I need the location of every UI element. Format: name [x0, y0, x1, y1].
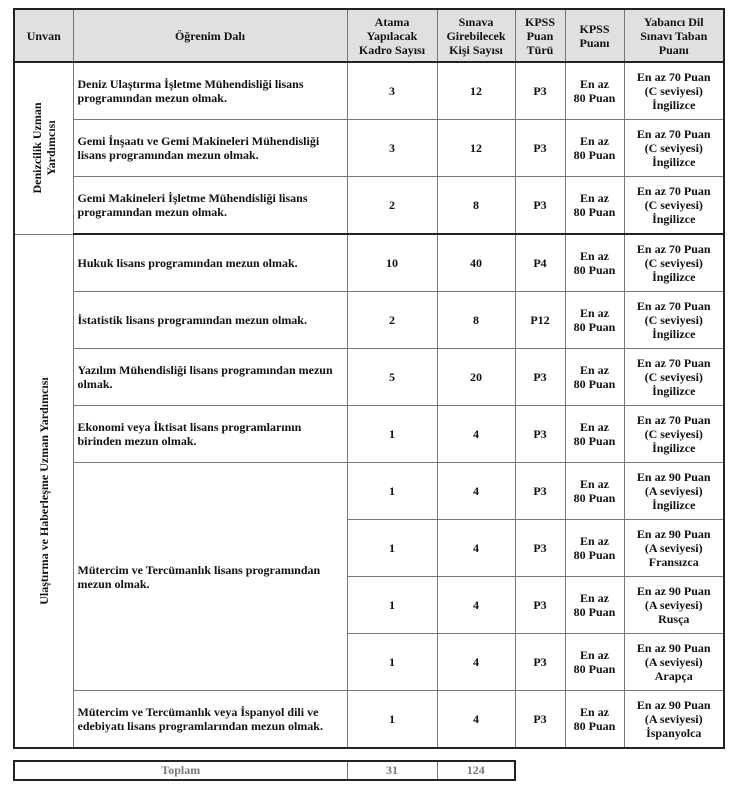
dil-puani-cell: En az 70 Puan (C seviyesi) İngilizce	[624, 406, 724, 463]
puan-turu-cell: P3	[515, 520, 565, 577]
kadro-sayisi-cell: 3	[347, 120, 437, 177]
kisi-sayisi-cell: 8	[437, 292, 515, 349]
kadro-sayisi-cell: 1	[347, 634, 437, 691]
kpss-puani-cell: En az 80 Puan	[565, 577, 624, 634]
kadro-sayisi-cell: 5	[347, 349, 437, 406]
puan-turu-cell: P4	[515, 234, 565, 292]
header-puan-turu: KPSS Puan Türü	[515, 9, 565, 62]
total-row	[14, 761, 515, 780]
dil-puani-cell: En az 70 Puan (C seviyesi) İngilizce	[624, 177, 724, 235]
kadro-sayisi-cell: 10	[347, 234, 437, 292]
table-row	[14, 177, 724, 235]
ogrenim-dali-cell: İstatistik lisans programından mezun olmak.	[73, 292, 347, 349]
kisi-sayisi-cell: 8	[437, 177, 515, 235]
kadro-sayisi-cell: 1	[347, 520, 437, 577]
header-row	[14, 9, 724, 62]
puan-turu-cell: P3	[515, 634, 565, 691]
kpss-puani-cell: En az 80 Puan	[565, 691, 624, 749]
puan-turu-cell: P3	[515, 577, 565, 634]
puan-turu-cell: P3	[515, 62, 565, 120]
kpss-puani-cell: En az 80 Puan	[565, 62, 624, 120]
total-kadro: 31	[347, 761, 437, 780]
puan-turu-cell: P3	[515, 691, 565, 749]
kpss-puani-cell: En az 80 Puan	[565, 634, 624, 691]
dil-puani-cell: En az 90 Puan (A seviyesi) Arapça	[624, 634, 724, 691]
table-row	[14, 691, 724, 749]
total-label: Toplam	[14, 761, 347, 780]
table-row	[14, 349, 724, 406]
kisi-sayisi-cell: 4	[437, 577, 515, 634]
kisi-sayisi-cell: 12	[437, 62, 515, 120]
puan-turu-cell: P12	[515, 292, 565, 349]
dil-puani-cell: En az 70 Puan (C seviyesi) İngilizce	[624, 234, 724, 292]
kisi-sayisi-cell: 12	[437, 120, 515, 177]
table-row	[14, 62, 724, 120]
header-kadro-sayisi: Atama Yapılacak Kadro Sayısı	[347, 9, 437, 62]
kpss-puani-cell: En az 80 Puan	[565, 349, 624, 406]
kisi-sayisi-cell: 4	[437, 463, 515, 520]
ogrenim-dali-cell: Gemi İnşaatı ve Gemi Makineleri Mühendisliği lisans programından mezun olmak.	[73, 120, 347, 177]
unvan-label: Ulaştırma ve Haberleşme Uzman Yardımcısı	[36, 376, 51, 605]
ogrenim-dali-cell: Ekonomi veya İktisat lisans programlarının birinden mezun olmak.	[73, 406, 347, 463]
dil-puani-cell: En az 70 Puan (C seviyesi) İngilizce	[624, 62, 724, 120]
kadro-sayisi-cell: 1	[347, 463, 437, 520]
puan-turu-cell: P3	[515, 349, 565, 406]
kadro-sayisi-cell: 1	[347, 577, 437, 634]
header-kisi-sayisi: Sınava Girebilecek Kişi Sayısı	[437, 9, 515, 62]
dil-puani-cell: En az 70 Puan (C seviyesi) İngilizce	[624, 349, 724, 406]
ogrenim-dali-cell: Mütercim ve Tercümanlık veya İspanyol dili ve edebiyatı lisans programlarından mezun olmak.	[73, 691, 347, 749]
puan-turu-cell: P3	[515, 463, 565, 520]
kpss-puani-cell: En az 80 Puan	[565, 292, 624, 349]
ogrenim-dali-cell: Hukuk lisans programından mezun olmak.	[73, 234, 347, 292]
puan-turu-cell: P3	[515, 177, 565, 235]
header-unvan: Unvan	[14, 9, 73, 62]
kadro-sayisi-cell: 2	[347, 177, 437, 235]
puan-turu-cell: P3	[515, 120, 565, 177]
table-row	[14, 292, 724, 349]
ogrenim-dali-cell: Mütercim ve Tercümanlık lisans programından mezun olmak.	[73, 463, 347, 691]
unvan-cell	[14, 234, 73, 748]
dil-puani-cell: En az 90 Puan (A seviyesi) İspanyolca	[624, 691, 724, 749]
table-row	[14, 120, 724, 177]
kpss-puani-cell: En az 80 Puan	[565, 520, 624, 577]
header-kpss-puani: KPSS Puanı	[565, 9, 624, 62]
table-row	[14, 234, 724, 292]
kisi-sayisi-cell: 4	[437, 520, 515, 577]
dil-puani-cell: En az 70 Puan (C seviyesi) İngilizce	[624, 120, 724, 177]
kadro-sayisi-cell: 1	[347, 691, 437, 749]
kpss-puani-cell: En az 80 Puan	[565, 177, 624, 235]
unvan-cell	[14, 62, 73, 234]
kisi-sayisi-cell: 40	[437, 234, 515, 292]
kpss-puani-cell: En az 80 Puan	[565, 234, 624, 292]
total-table	[13, 760, 516, 781]
kisi-sayisi-cell: 4	[437, 406, 515, 463]
header-dil-puani: Yabancı Dil Sınavı Taban Puanı	[624, 9, 724, 62]
unvan-label: Denizcilik Uzman Yardımcısı	[29, 102, 58, 194]
kadro-sayisi-cell: 2	[347, 292, 437, 349]
kisi-sayisi-cell: 20	[437, 349, 515, 406]
dil-puani-cell: En az 70 Puan (C seviyesi) İngilizce	[624, 292, 724, 349]
kpss-puani-cell: En az 80 Puan	[565, 120, 624, 177]
kpss-puani-cell: En az 80 Puan	[565, 463, 624, 520]
puan-turu-cell: P3	[515, 406, 565, 463]
total-kisi: 124	[437, 761, 515, 780]
kpss-puani-cell: En az 80 Puan	[565, 406, 624, 463]
dil-puani-cell: En az 90 Puan (A seviyesi) İngilizce	[624, 463, 724, 520]
ogrenim-dali-cell: Deniz Ulaştırma İşletme Mühendisliği lisans programından mezun olmak.	[73, 62, 347, 120]
dil-puani-cell: En az 90 Puan (A seviyesi) Rusça	[624, 577, 724, 634]
ogrenim-dali-cell: Gemi Makineleri İşletme Mühendisliği lisans programından mezun olmak.	[73, 177, 347, 235]
dil-puani-cell: En az 90 Puan (A seviyesi) Fransızca	[624, 520, 724, 577]
kadro-sayisi-cell: 3	[347, 62, 437, 120]
table-row	[14, 463, 724, 520]
table-row	[14, 406, 724, 463]
ogrenim-dali-cell: Yazılım Mühendisliği lisans programından mezun olmak.	[73, 349, 347, 406]
header-ogrenim-dali: Öğrenim Dalı	[73, 9, 347, 62]
positions-table	[13, 8, 725, 749]
kisi-sayisi-cell: 4	[437, 691, 515, 749]
kadro-sayisi-cell: 1	[347, 406, 437, 463]
kisi-sayisi-cell: 4	[437, 634, 515, 691]
